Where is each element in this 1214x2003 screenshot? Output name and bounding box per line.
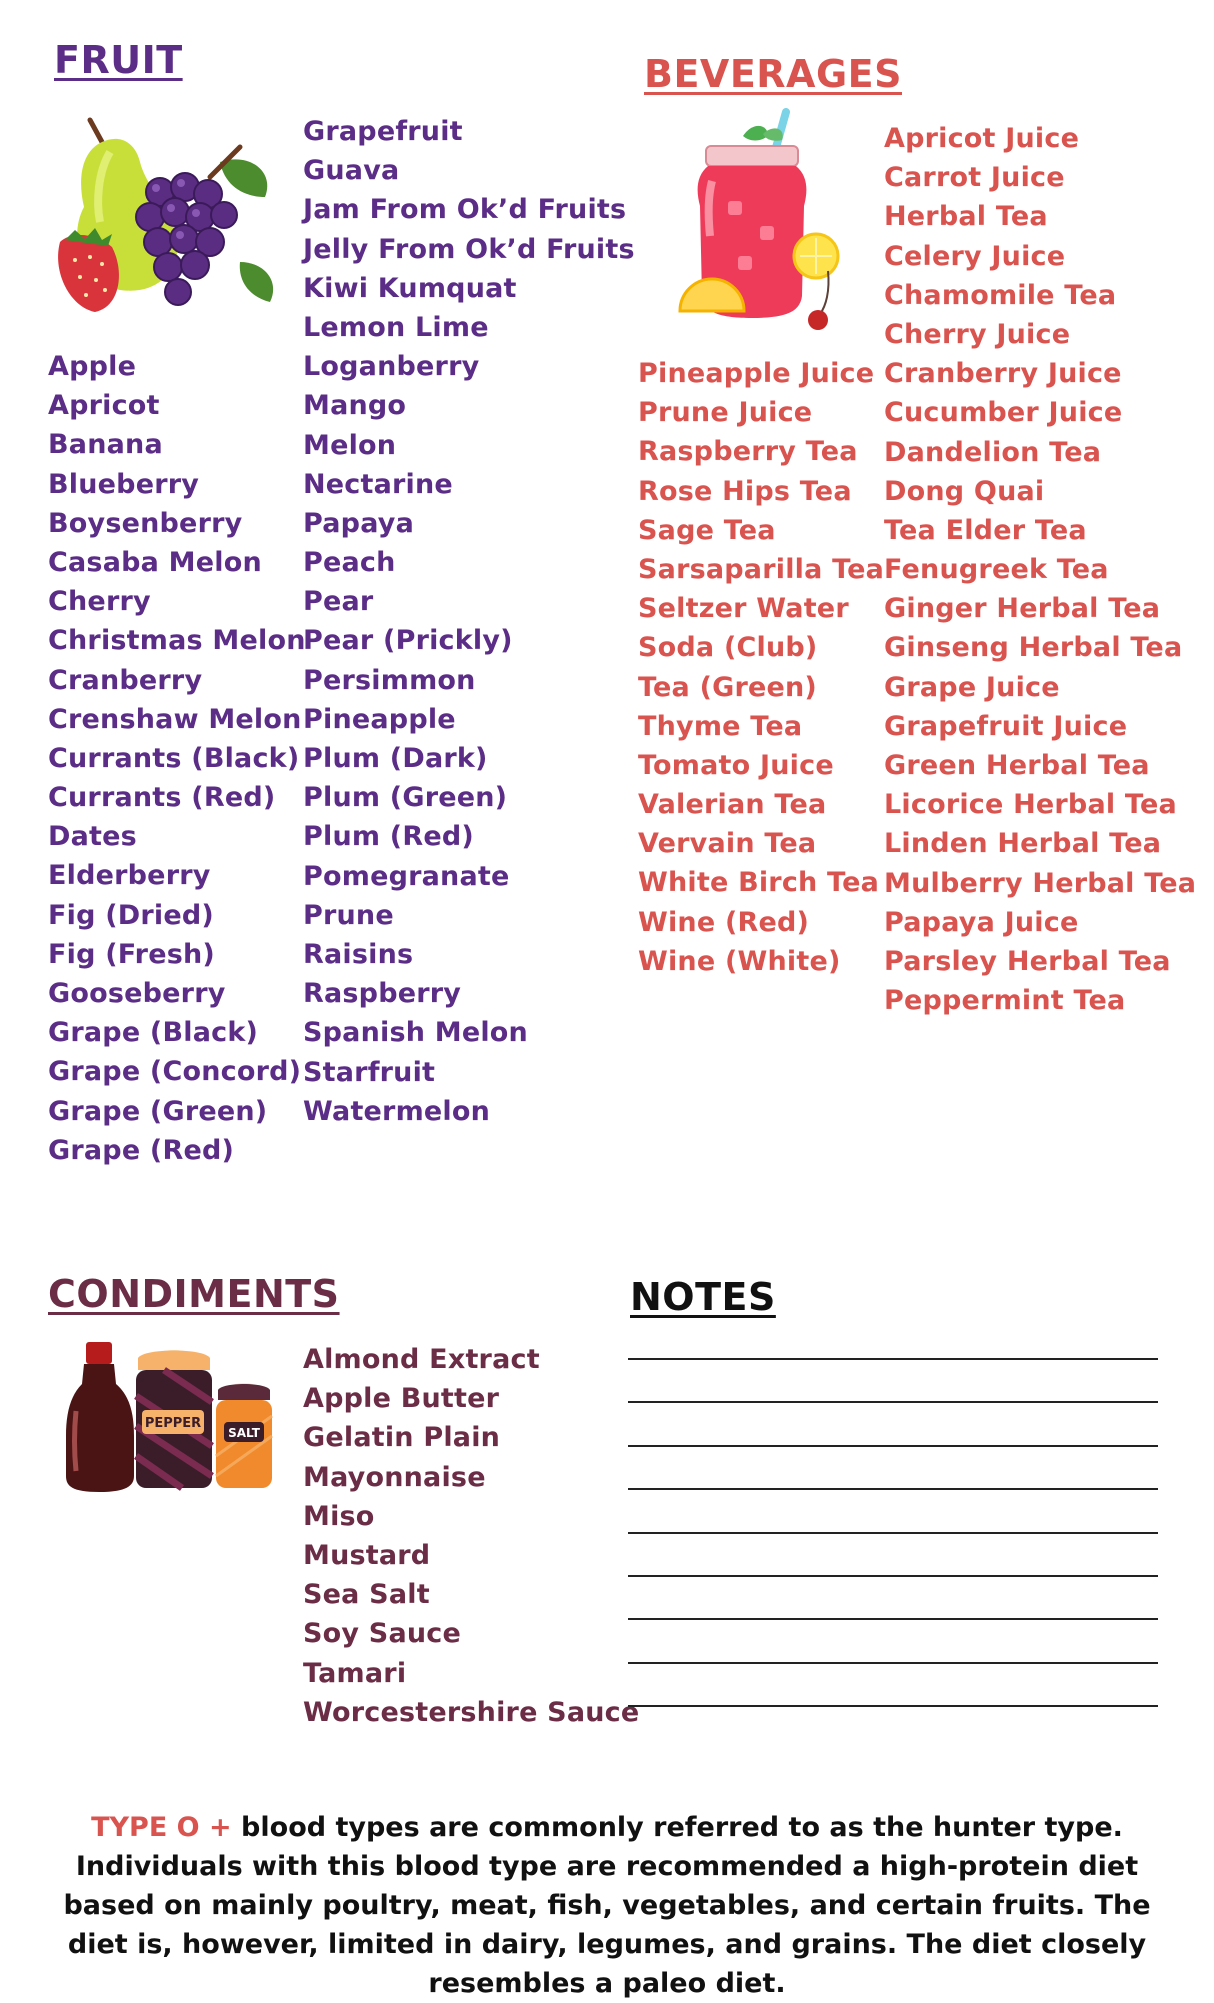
fruit-item: Grape (Red) [48,1134,235,1166]
fruit-item: Peach [303,547,396,579]
fruit-item: Apricot [48,390,160,422]
fruit-item: Papaya [303,507,415,539]
fruit-item: Persimmon [303,664,476,696]
fruit-item: Prune [303,899,394,931]
fruit-item: Cherry [48,586,151,618]
fruit-item: Plum (Green) [303,782,508,814]
condiment-item: Miso [303,1500,375,1532]
fruit-item: Grape (Black) [48,1017,259,1049]
beverage-item: Rose Hips Tea [638,475,852,507]
beverage-item: Ginseng Herbal Tea [884,632,1183,664]
beverage-item: Vervain Tea [638,828,817,860]
fruit-item: Pear [303,586,374,618]
beverages-list-col1 [638,354,884,981]
notes-line [628,1575,1158,1577]
beverage-item: Papaya Juice [884,906,1079,938]
fruit-item: Mango [303,390,407,422]
beverages-heading: BEVERAGES [644,52,902,96]
footer-text: blood types are commonly referred to as the hunter type. Individuals with this blood type are recommended a high-protein diet based on mainly poultry, meat, fish, vegetables, and certain fruits. The diet is, however, limited in dairy, legumes, and grains. The diet closely resembles a paleo diet. [63,1812,1151,1999]
beverage-item: Pineapple Juice [638,358,875,389]
fruit-item: Watermelon [303,1095,491,1127]
fruit-item: Pineapple [303,703,456,735]
fruit-heading: FRUIT [54,38,183,82]
condiment-item: Tamari [303,1657,407,1689]
condiment-item: Mayonnaise [303,1461,486,1493]
beverage-item: Wine (White) [638,945,841,977]
beverage-item: Apricot Juice [884,123,1080,154]
beverage-item: Sage Tea [638,514,776,546]
beverage-item: Prune Juice [638,397,813,429]
beverage-item: Celery Juice [884,240,1066,272]
notes-line [628,1705,1158,1707]
footer-description [40,1808,1174,2003]
condiment-item: Apple Butter [303,1383,500,1415]
beverage-item: Cherry Juice [884,318,1071,350]
beverage-item: Tea (Green) [638,671,817,703]
fruit-item: Blueberry [48,468,200,500]
fruit-item: Banana [48,429,163,461]
beverages-list-col2 [884,119,1196,1020]
fruit-item: Fig (Fresh) [48,938,215,970]
beverage-item: Carrot Juice [884,162,1065,194]
fruit-item: Raisins [303,938,414,970]
fruit-item: Casaba Melon [48,546,262,578]
fruit-item: Nectarine [303,468,453,500]
fruit-list-col1 [48,347,306,1170]
fruit-item: Cranberry [48,664,203,696]
salt-label: SALT [228,1426,260,1440]
beverage-item: Tomato Juice [638,749,834,781]
condiment-item: Worcestershire Sauce [303,1696,640,1728]
beverage-item: Thyme Tea [638,710,803,742]
condiment-item: Mustard [303,1539,431,1571]
beverage-item: Chamomile Tea [884,279,1117,311]
beverage-item: Sarsaparilla Tea [638,553,885,585]
beverage-item: Herbal Tea [884,201,1048,233]
beverage-item: White Birch Tea [638,867,880,899]
beverage-item: Peppermint Tea [884,985,1126,1017]
fruit-item: Melon [303,429,397,461]
pepper-label: PEPPER [144,1416,202,1431]
notes-line [628,1662,1158,1664]
notes-heading: NOTES [630,1275,776,1319]
notes-line [628,1401,1158,1403]
fruit-item: Crenshaw Melon [48,703,302,735]
condiment-item: Sea Salt [303,1579,430,1611]
fruit-item: Pear (Prickly) [303,625,513,657]
beverage-item: Tea Elder Tea [884,514,1087,546]
fruit-item: Boysenberry [48,507,243,539]
fruit-item: Lemon Lime [303,311,489,343]
blood-type-highlight: TYPE O + [91,1812,232,1843]
beverage-item: Parsley Herbal Tea [884,945,1171,977]
drink-jar-icon [668,106,848,346]
condiment-item: Almond Extract [303,1344,540,1375]
fruit-item: Kiwi Kumquat [303,272,517,304]
notes-line [628,1358,1158,1360]
condiment-jars-icon [64,1336,284,1496]
notes-line [628,1445,1158,1447]
beverage-item: Seltzer Water [638,593,849,625]
beverage-item: Linden Herbal Tea [884,828,1162,860]
fruit-item: Jelly From Ok’d Fruits [303,233,635,265]
fruit-item: Starfruit [303,1056,436,1088]
beverage-item: Dandelion Tea [884,436,1102,468]
fruit-item: Spanish Melon [303,1017,528,1049]
notes-line [628,1488,1158,1490]
beverage-item: Wine (Red) [638,906,810,938]
notes-line [628,1618,1158,1620]
condiment-item: Soy Sauce [303,1618,461,1650]
fruit-item: Grapefruit [303,116,463,147]
fruit-item: Guava [303,155,400,187]
beverage-item: Fenugreek Tea [884,554,1109,586]
condiments-heading: CONDIMENTS [48,1272,340,1316]
beverage-item: Grape Juice [884,671,1060,703]
fruit-item: Plum (Red) [303,821,474,853]
fruit-item: Apple [48,351,137,382]
fruit-item: Pomegranate [303,860,510,892]
fruit-item: Plum (Dark) [303,743,488,774]
fruit-item: Loganberry [303,351,480,383]
fruit-item: Currants (Red) [48,782,276,814]
condiment-item: Gelatin Plain [303,1422,501,1454]
fruit-item: Grape (Green) [48,1095,268,1127]
beverage-item: Raspberry Tea [638,436,858,468]
beverage-item: Soda (Club) [638,632,818,664]
fruit-item: Currants (Black) [48,742,300,774]
fruit-item: Grape (Concord) [48,1056,302,1088]
beverage-item: Cucumber Juice [884,397,1123,429]
fruit-item: Dates [48,821,137,853]
beverage-item: Mulberry Herbal Tea [884,867,1197,899]
fruit-item: Gooseberry [48,978,226,1009]
beverage-item: Cranberry Juice [884,358,1122,390]
fruit-item: Elderberry [48,860,211,892]
fruit-item: Raspberry [303,978,462,1010]
beverage-item: Valerian Tea [638,789,827,821]
beverage-item: Grapefruit Juice [884,710,1128,742]
fruit-illustration-icon [50,112,280,322]
fruit-list-col2 [303,112,635,1131]
fruit-item: Jam From Ok’d Fruits [303,194,627,226]
fruit-item: Fig (Dried) [48,899,214,931]
beverage-item: Licorice Herbal Tea [884,789,1177,821]
condiments-list [303,1340,639,1732]
beverage-item: Green Herbal Tea [884,750,1150,781]
fruit-item: Christmas Melon [48,625,306,657]
notes-line [628,1532,1158,1534]
beverage-item: Ginger Herbal Tea [884,593,1161,625]
beverage-item: Dong Quai [884,475,1045,507]
